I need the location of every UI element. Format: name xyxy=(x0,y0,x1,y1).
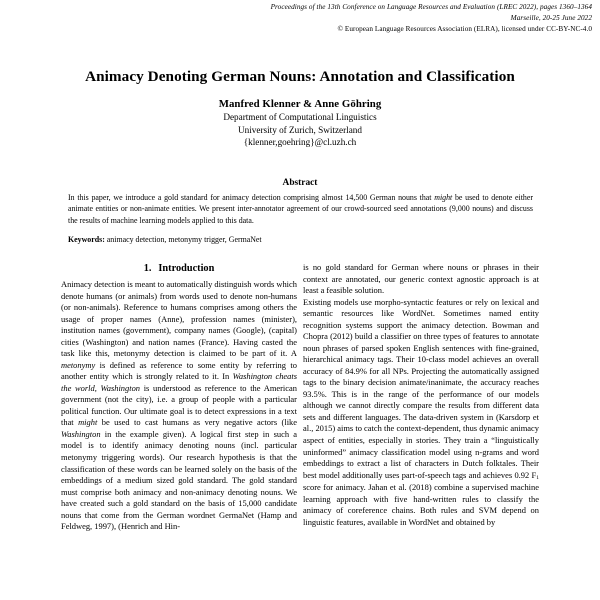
intro-emphasis-washington-cheats: Washington cheats the world xyxy=(61,371,298,393)
paragraph-related-work xyxy=(303,297,539,529)
intro-emphasis-washington-1: Washington xyxy=(100,382,141,393)
section-number: 1. xyxy=(143,263,152,274)
intro-emphasis-might: might xyxy=(78,417,98,428)
body-column-left xyxy=(61,262,297,533)
author-block xyxy=(40,98,560,149)
keywords-line xyxy=(68,234,533,245)
abstract-text-part-2: be used to denote either animate entities or non-animate entities. We present inter-annotator agreement of our crowd-sourced seed annotations (9,000 nouns) and discuss the results of machine learning models applied to this data. xyxy=(68,193,533,225)
section-heading-introduction xyxy=(61,262,297,276)
page-title: Animacy Denoting German Nouns: Annotation and Classification xyxy=(85,68,515,85)
intro-text-a: Animacy detection is meant to automatically distinguish words which denote humans (or animals) from words used to denote non-humans (or non-animals). Reference to humans comprises among others the usage of proper names (Anne), profession names (minister), institution names (government), company names (Google), (capital) cities (Washington) and nation names (France). Having casted the task like this, metonymy detection is claimed to be part of it. A xyxy=(61,279,297,359)
author-email: {klenner,goehring}@cl.uzh.ch xyxy=(243,137,357,148)
author-institution: University of Zurich, Switzerland xyxy=(238,125,362,136)
body-column-right xyxy=(303,262,539,529)
related-work-text-a: Existing models use morpho-syntactic features or rely on lexical and semantic resources like WordNet. Sometimes named entity recognition systems support the animacy detection. Bowman and Chopra (2012) build a classifier on three types of features to annotate noun phrases of parsed spoken English sentences with fine-grained, hierarchical animacy tags. Their 10-class model achieves an overall accuracy of 84.9% for all NPs. Projecting the automatically assigned tags to the binary decision animate/inanimate, the accuracy reaches 93.5%. This is in the range of the performance of our models although we cannot directly compare the results from different data sets and different languages. The data-driven system in (Karsdorp et al., 2015) aims to catch the context-dependent, thus dynamic animacy aspect of entities, especially in stories. They train a “linguistically uninformed” animacy classification model using n-grams and word embeddings to extract a list of characters in Dutch folktales. Their best model additionally uses part-of-speech tags and achieves 0.92 F xyxy=(303,296,539,480)
intro-text-e: be used to cast humans as very negative actors (like xyxy=(97,417,297,428)
author-department: Department of Computational Linguistics xyxy=(223,112,377,122)
proceedings-line: Proceedings of the 13th Conference on Language Resources and Evaluation (LREC 2022), pages 1360–1364 xyxy=(270,3,592,11)
copyright-line: © European Language Resources Association (ELRA), licensed under CC-BY-NC-4.0 xyxy=(337,25,592,34)
related-work-text-b: score for animacy. Jahan et al. (2018) combine a supervised machine learning approach with five hand-written rules to classify the animacy of coreference chains. Both rules and SVM depend on linguistic features, available in WordNet and obtained by xyxy=(303,482,539,527)
publication-header xyxy=(122,2,592,35)
venue-date-line: Marseille, 20-25 June 2022 xyxy=(510,13,592,22)
intro-text-b: is defined as reference to some entity by referring to another entity which is strongly related to it. In xyxy=(61,359,297,382)
abstract-text xyxy=(68,192,533,226)
abstract-emphasis-might: might xyxy=(434,193,453,202)
author-names: Manfred Klenner & Anne Göhring xyxy=(218,98,382,110)
abstract-heading: Abstract xyxy=(282,178,318,188)
intro-emphasis-washington-2: Washington xyxy=(61,428,101,439)
paragraph-gold-standard-continued: is no gold standard for German where nouns or phrases in their context are annotated, our generic context agnostic approach is at least a feasible solution. xyxy=(303,262,539,296)
intro-text-f: in the example given). A logical first step in such a model is to identify animacy denoting nouns (incl. particular metonymy triggering words). Our research hypothesis is that the classification of these words can be learned solely on the basis of the embeddings of a medium sized gold standard. The gold standard must comprise both animacy and non-animacy denoting nouns. We have created such a gold standard on the basis of 15,000 candidate nouns that come from the German wordnet GermaNet (Hamp and Feldweg, 1997), (Henrich and Hin- xyxy=(61,428,297,532)
intro-text-d: is understood as reference to the American government (not the city), i.e. a group of people with a particular political function. Our ultimate goal is to detect expressions in a text that xyxy=(61,382,297,428)
abstract-text-part-1: In this paper, we introduce a gold standard for animacy detection comprising almost 14,500 German nouns that xyxy=(68,193,435,202)
intro-emphasis-metonymy: metonymy xyxy=(61,359,96,370)
keywords-label: Keywords: xyxy=(68,235,105,244)
section-title: Introduction xyxy=(158,263,215,274)
paragraph-intro xyxy=(61,279,297,533)
f1-subscript: 1 xyxy=(536,474,539,481)
intro-text-c: , xyxy=(94,382,101,393)
keywords-value: animacy detection, metonymy trigger, GermaNet xyxy=(104,235,262,244)
